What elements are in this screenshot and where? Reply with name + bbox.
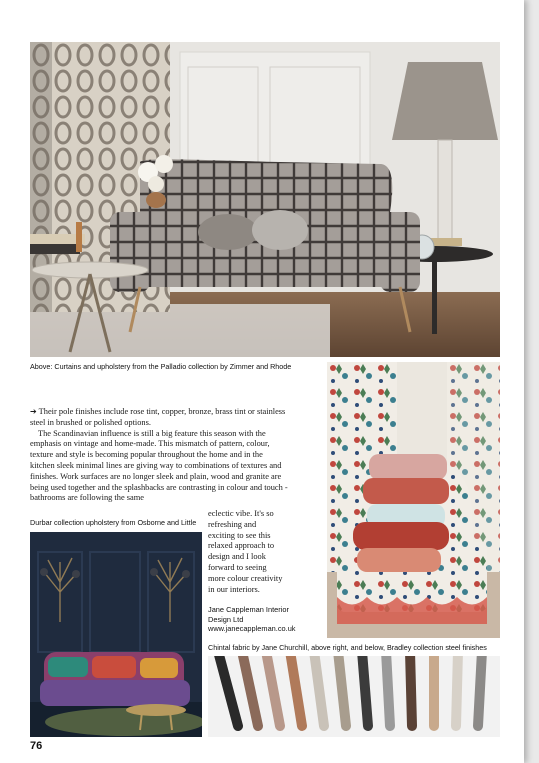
navy-room-illustration [30,532,202,737]
curtain-poles-illustration [208,656,500,737]
top-photo-caption: Above: Curtains and upholstery from the Palladio collection by Zimmer and Rhode [30,362,292,371]
designer-credit [208,605,296,634]
continued-line: forward to seeing [208,562,267,572]
continued-line: exciting to see this [208,530,271,540]
article-body [30,407,288,504]
curtain-poles-photo [208,656,500,737]
armchair-photo [327,362,500,638]
credit-name: Jane Cappleman Interior [208,605,289,614]
article-paragraph-2: The Scandinavian influence is still a big feature this season with the emphasis on vintage and home-made. This mismatch of pattern, colour, texture and style is becoming popular throughout the home and in the kitchen sleek minimal lines are giving way to combinations of textures and finishes. Work surfaces are no longer sleek and plain, wood and granite are being used together and the splashbacks are contrasting in colour and touch - bathrooms are following the same [30,428,288,503]
living-room-photo [30,42,500,357]
continued-line: refreshing and [208,519,257,529]
continued-line: relaxed approach to [208,541,275,551]
durbar-caption: Durbar collection upholstery from Osborne and Little [30,518,197,527]
page-number: 76 [30,740,43,752]
paragraph-1-text: Their pole finishes include rose tint, copper, bronze, brass tint or stainless steel in brushed or polished options. [30,407,286,427]
continued-line: eclectic vibe. It's so [208,509,274,518]
living-room-illustration [30,42,500,357]
continued-line: design and I look [208,552,266,562]
arrow-icon: ➔ [30,407,37,416]
article-paragraph-1 [30,407,288,429]
article-body-continued [208,509,318,595]
continued-line: more colour creativity [208,573,283,583]
credit-url[interactable]: www.janecappleman.co.uk [208,624,296,634]
continued-line: in our interiors. [208,584,260,594]
credit-company: Design Ltd [208,614,244,624]
chintal-caption: Chintal fabric by Jane Churchill, above right, and below, Bradley collection steel finishes [208,643,487,652]
armchair-illustration [327,362,500,638]
navy-room-photo [30,532,202,737]
